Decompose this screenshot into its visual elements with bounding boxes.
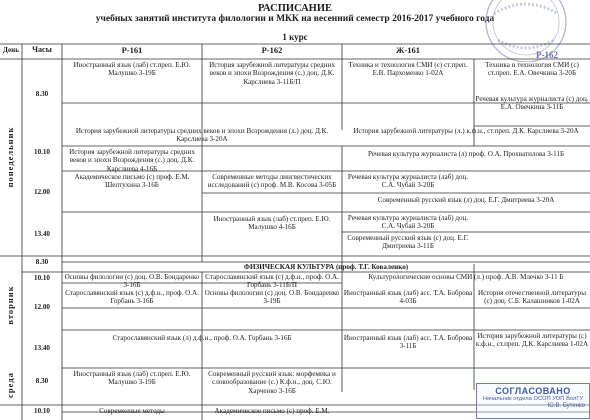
schedule-cell: Техника и технология СМИ (с) ст.преп. Е.А. Овечкина 3-20Б (485, 61, 579, 78)
schedule-cell: Речевая культура журналиста (с) доц. Е.А. Овечкина 3-11Б (475, 95, 589, 112)
schedule-cell: Основы филологии (с) доц. О.В. Бондаренко 3-19Б (204, 289, 340, 306)
schedule-cell: Современные методы (99, 407, 165, 415)
schedule-cell: Иностранный язык (лаб) асс. Т.А. Боброва 4-03Б (343, 289, 473, 306)
time-slot: 10.10 (34, 148, 50, 156)
schedule-cell: Академическое письмо (с) проф. Е.М. Шептухина 3-16Б (74, 173, 190, 190)
page-title: РАСПИСАНИЕ (257, 3, 333, 14)
approval-signature: Ю.В. Бутенко (547, 403, 585, 409)
day-label-monday: понедельник (5, 126, 15, 188)
col-header-zh161: Ж-161 (396, 46, 420, 55)
schedule-cell: Современный русский язык (с) доц. Е.Г. Дмитриева 3-11Б (347, 234, 469, 251)
col-header-day: День (3, 46, 19, 54)
time-slot: 10.10 (34, 407, 50, 415)
schedule-cell: Иностранный язык (лаб) асс. Т.А. Боброва 3-11Б (343, 334, 473, 351)
schedule-cell: Старославянский язык (с) д.ф.н., проф. О.А. Горбань 3-16Б (65, 289, 199, 306)
course-label: 1 курс (282, 32, 308, 42)
approval-title: СОГЛАСОВАНО (495, 386, 571, 396)
col-header-r161: Р-161 (121, 46, 143, 55)
day-label-tuesday: вторник (5, 285, 15, 325)
schedule-cell: Речевая культура журналиста (лаб) доц. С.А. Чубай 3-20Б (347, 173, 469, 190)
time-slot: 12.00 (34, 188, 50, 196)
time-slot: 8.30 (35, 90, 49, 98)
schedule-cell: Основы филологии (с) доц. О.В. Бондаренко 3-16Б (64, 273, 200, 290)
page-subtitle: учебных занятий института филологии и МКК на весенний семестр 2016-2017 учебного года (95, 14, 495, 24)
schedule-cell: История зарубежной литературы средних веков и эпохи Возрождения (л.) доц. Д.К. Карслиева 3-20А (75, 127, 329, 144)
schedule-cell: Старославянский язык (л) д.ф.н., проф. О.А. Горбань 3-16Б (112, 334, 292, 342)
day-label-wednesday: среда (5, 372, 15, 398)
schedule-cell: Современный русский язык: морфемика и словообразование (с.) К.ф.н., доц. С.Ю. Харченко 3-16Б (208, 370, 336, 395)
schedule-cell: Иностранный язык (лаб) ст.преп. Е.Ю. Малушко 3-19Б (73, 61, 191, 78)
schedule-cell: Речевая культура журналиста (лаб) доц. С.А. Чубай 3-20Б (347, 214, 469, 231)
time-slot: 13.40 (34, 344, 50, 352)
time-slot: 8.30 (35, 377, 49, 385)
col-header-r162: Р-162 (261, 46, 283, 55)
schedule-cell: История отечественной литературы (с) доц. С.Б. Калашников 1-02А (478, 289, 586, 306)
time-slot: 12.00 (34, 303, 50, 311)
time-slot: 8.30 (35, 258, 49, 266)
schedule-cell: Иностранный язык (лаб) ст.преп. Е.Ю. Малушко 4-16Б (213, 215, 331, 232)
schedule-cell: Иностранный язык (лаб) ст.преп. Е.Ю. Малушко 3-19Б (73, 370, 191, 387)
schedule-cell: Современный русский язык (л) доц. Е.Г. Дмитриева 3-20А (377, 196, 555, 204)
schedule-cell: История зарубежной литературы (л.) к.ф.н., ст.преп. Д.К. Карслиева 3-20А (353, 127, 579, 135)
schedule-cell: История зарубежной литературы средних веков и эпохи Возрождения (с.) доц. Д.К. Карслиева 3-11Б/П (209, 61, 335, 86)
schedule-cell: Старославянский язык (с) д.ф.н., проф. О.А. Горбань 3-11Б/П (205, 273, 339, 290)
schedule-cell: История зарубежной литературы средних веков и эпохи Возрождения (с.) доц. Д.К. Карслиева 4-16Б (69, 148, 195, 173)
schedule-cell-pe: ФИЗИЧЕСКАЯ КУЛЬТУРА (проф. Т.Г. Коваленко) (243, 263, 409, 271)
schedule-cell: Академическое письмо (с) проф. Е.М. (214, 407, 330, 415)
time-slot: 10.10 (34, 274, 50, 282)
schedule-cell: Техника и технология СМИ (с) ст.преп. Е.В. Пархоменко 1-02А (348, 61, 468, 78)
stamp-text: Р-162 (536, 50, 558, 60)
col-header-hours: Часы (32, 46, 52, 54)
schedule-cell: История зарубежной литературы (с) к.ф.н., ст.преп. Д.К. Карслиева 1-02А (475, 332, 589, 349)
approval-line: Начальник отдела ОСОП УОП ВолГУ (482, 396, 584, 402)
time-slot: 13.40 (34, 230, 50, 238)
schedule-cell: Культурологические основы СМИ (л.) проф. А.В. Млечко 3-11 Б (368, 273, 564, 281)
schedule-cell: Речевая культура журналиста (л) проф. О.А. Прохватилова 3-11Б (367, 150, 565, 158)
schedule-cell: Современные методы лингвистических исследований (с) проф. М.В. Косова 3-05Б (207, 173, 337, 190)
approval-stamp (476, 383, 590, 419)
